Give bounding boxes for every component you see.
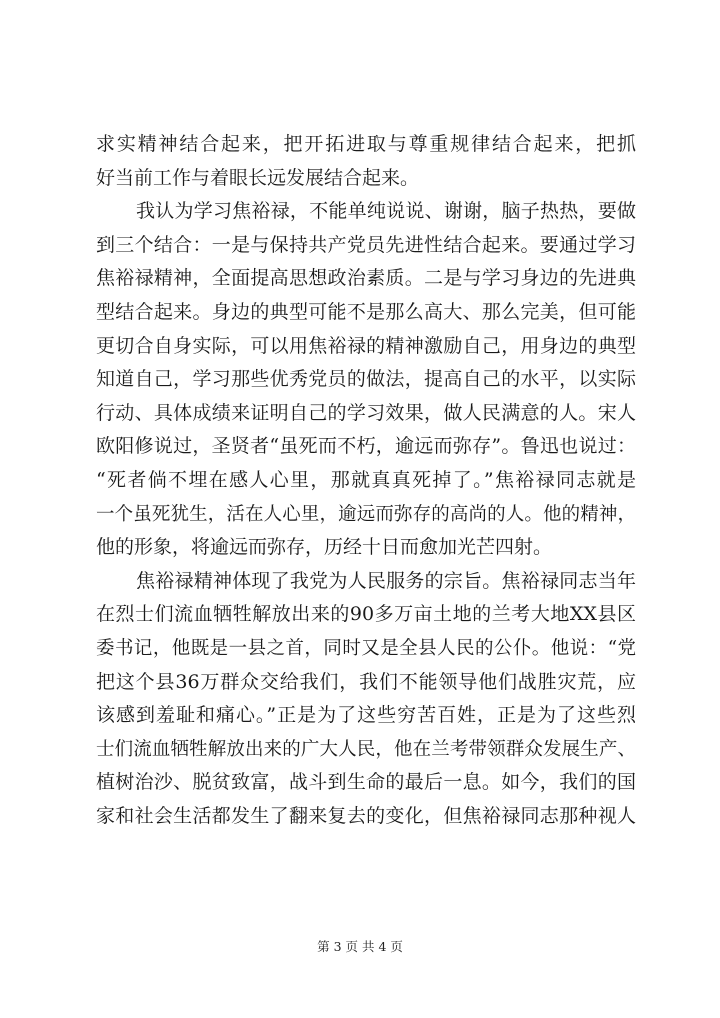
text-line: 一个虽死犹生，活在人心里，逾远而弥存的高尚的人。他的精神， [96, 503, 636, 525]
text-line: 士们流血牺牲解放出来的广大人民，他在兰考带领群众发展生产、 [96, 738, 636, 760]
text-line: 好当前工作与着眼长远发展结合起来。 [96, 166, 420, 189]
text-line: 行动、具体成绩来证明自己的学习效果，做人民满意的人。宋人 [96, 401, 636, 424]
text-line: 焦裕禄精神，全面提高思想政治素质。二是与学习身边的先进典 [96, 267, 636, 290]
text-line: 欧阳修说过，圣贤者“虽死而不朽，逾远而弥存”。鲁迅也说过： [96, 435, 636, 458]
text-line: 植树治沙、脱贫致富，战斗到生命的最后一息。如今，我们的国 [96, 771, 636, 794]
text-line: 求实精神结合起来，把开拓进取与尊重规律结合起来，把抓 [96, 133, 636, 155]
page-number-footer: 第 3 页 共 4 页 [317, 939, 403, 954]
text-line: 把这个县36万群众交给我们，我们不能领导他们战胜灾荒，应 [96, 670, 636, 693]
text-line: “死者倘不埋在感人心里，那就真真死掉了。”焦裕禄同志就是 [96, 468, 636, 491]
text-line: 在烈士们流血牺牲解放出来的90多万亩土地的兰考大地XX县区 [96, 603, 636, 626]
text-line: 家和社会生活都发生了翻来复去的变化，但焦裕禄同志那种视人 [96, 804, 636, 827]
text-line: 该感到羞耻和痛心。”正是为了这些穷苦百姓，正是为了这些烈 [96, 704, 636, 727]
text-line: 知道自己，学习那些优秀党员的做法，提高自己的水平，以实际 [96, 368, 636, 391]
text-line: 更切合自身实际，可以用焦裕禄的精神激励自己，用身边的典型 [96, 334, 636, 357]
text-line: 型结合起来。身边的典型可能不是那么高大、那么完美，但可能 [96, 300, 636, 323]
text-line: 焦裕禄精神体现了我党为人民服务的宗旨。焦裕禄同志当年 [136, 569, 636, 592]
text-line: 委书记，他既是一县之首，同时又是全县人民的公仆。他说：“党 [96, 637, 636, 659]
body-text [96, 128, 636, 833]
text-line: 我认为学习焦裕禄，不能单纯说说、谢谢，脑子热热，要做 [136, 200, 636, 223]
text-line: 到三个结合：一是与保持共产党员先进性结合起来。要通过学习 [96, 233, 636, 256]
text-line: 他的形象，将逾远而弥存，历经十日而愈加光芒四射。 [96, 536, 553, 559]
